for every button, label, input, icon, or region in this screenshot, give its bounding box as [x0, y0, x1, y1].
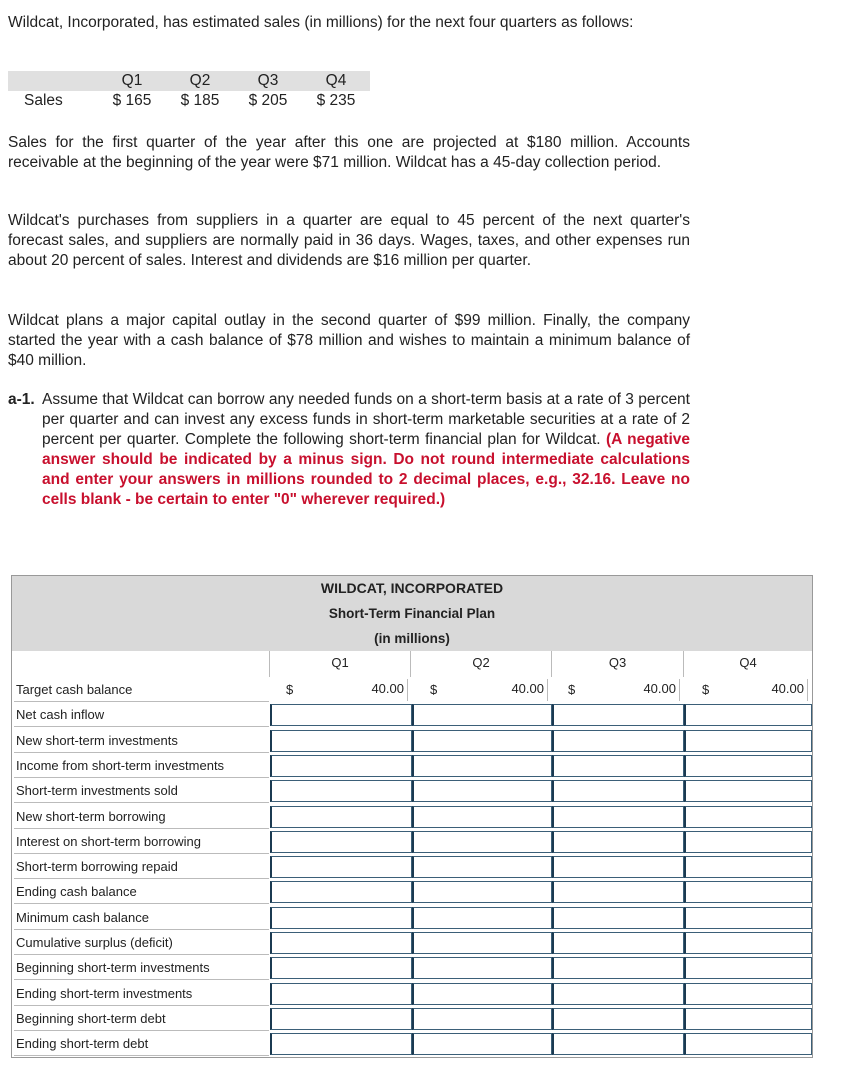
answer-input-q3[interactable] [552, 957, 684, 979]
question-instruction: (A negative answer should be indicated by a minus sign. Do not round intermediate calculations and enter your answers in millions rounded to 2 decimal places, e.g., 32.16. Leave no cells blank - be certain to enter "0" wherever required.) [42, 431, 690, 508]
answer-input-q3[interactable] [552, 907, 684, 929]
question-label: a-1. [8, 391, 35, 408]
answer-input-q4[interactable] [684, 831, 812, 853]
plan-q3-header: Q3 [552, 651, 683, 677]
answer-input-q4[interactable] [684, 806, 812, 828]
answer-input-q2[interactable] [412, 932, 552, 954]
answer-input-q1[interactable] [270, 907, 412, 929]
answer-input-q4[interactable] [684, 881, 812, 903]
financial-plan-table [11, 575, 813, 1058]
answer-input-q2[interactable] [412, 957, 552, 979]
row-label: Beginning short-term investments [14, 956, 269, 980]
sales-q4-header: Q4 [302, 71, 370, 91]
target-cash-value: 40.00 [300, 679, 408, 701]
answer-input-q1[interactable] [270, 856, 412, 878]
row-label: Short-term investments sold [14, 779, 269, 803]
sales-q3-header: Q3 [234, 71, 302, 91]
answer-input-q1[interactable] [270, 1008, 412, 1030]
row-label: Target cash balance [14, 678, 269, 702]
answer-input-q2[interactable] [412, 780, 552, 802]
sales-q3-value: $ 205 [248, 92, 288, 109]
intro-paragraph-3: Wildcat's purchases from suppliers in a quarter are equal to 45 percent of the next quarter's forecast sales, and suppliers are normally paid in 36 days. Wages, taxes, and other expenses run about 20 percent of sales. Interest and dividends are $16 million per quarter. [8, 212, 690, 269]
intro-paragraph-4: Wildcat plans a major capital outlay in the second quarter of $99 million. Finally, the company started the year with a cash balance of $78 million and wishes to maintain a minimum balance of $40 million. [8, 312, 690, 369]
answer-input-q1[interactable] [270, 730, 412, 752]
row-label: Ending short-term investments [14, 982, 269, 1006]
row-label: Cumulative surplus (deficit) [14, 931, 269, 955]
answer-input-q3[interactable] [552, 983, 684, 1005]
answer-input-q2[interactable] [412, 755, 552, 777]
sales-q2-value: $ 185 [180, 92, 220, 109]
row-label: New short-term investments [14, 729, 269, 753]
answer-input-q2[interactable] [412, 1033, 552, 1055]
sales-row-label: Sales [24, 92, 63, 109]
target-cash-value: 40.00 [582, 679, 680, 701]
row-label: Minimum cash balance [14, 906, 269, 930]
answer-input-q2[interactable] [412, 881, 552, 903]
answer-input-q1[interactable] [270, 831, 412, 853]
sales-table [8, 71, 370, 111]
answer-input-q3[interactable] [552, 932, 684, 954]
row-label: Interest on short-term borrowing [14, 830, 269, 854]
answer-input-q3[interactable] [552, 1008, 684, 1030]
target-cash-value: 40.00 [714, 679, 808, 701]
answer-input-q4[interactable] [684, 957, 812, 979]
answer-input-q1[interactable] [270, 806, 412, 828]
plan-q1-header: Q1 [270, 651, 410, 677]
answer-input-q1[interactable] [270, 881, 412, 903]
intro-paragraph-2: Sales for the first quarter of the year after this one are projected at $180 million. Accounts receivable at the beginning of the year were $71 million. Wildcat has a 45-day collection period. [8, 134, 690, 171]
question-text: Assume that Wildcat can borrow any needed funds on a short-term basis at a rate of 3 percent per quarter and can invest any excess funds in short-term marketable securities at a rate of 2 percent per quarter. Complete the following short-term financial plan for Wildcat. [42, 391, 690, 448]
answer-input-q2[interactable] [412, 983, 552, 1005]
answer-input-q2[interactable] [412, 730, 552, 752]
answer-input-q2[interactable] [412, 704, 552, 726]
answer-input-q4[interactable] [684, 907, 812, 929]
answer-input-q3[interactable] [552, 1033, 684, 1055]
answer-input-q4[interactable] [684, 780, 812, 802]
plan-title: WILDCAT, INCORPORATED [12, 576, 812, 602]
answer-input-q4[interactable] [684, 755, 812, 777]
answer-input-q3[interactable] [552, 755, 684, 777]
answer-input-q4[interactable] [684, 1033, 812, 1055]
answer-input-q3[interactable] [552, 831, 684, 853]
sales-q1-value: $ 165 [112, 92, 152, 109]
answer-input-q3[interactable] [552, 856, 684, 878]
sales-q4-value: $ 235 [316, 92, 356, 109]
plan-subtitle: Short-Term Financial Plan [12, 601, 812, 627]
plan-q4-header: Q4 [684, 651, 812, 677]
answer-input-q1[interactable] [270, 932, 412, 954]
answer-input-q1[interactable] [270, 755, 412, 777]
answer-input-q4[interactable] [684, 1008, 812, 1030]
answer-input-q3[interactable] [552, 806, 684, 828]
answer-input-q2[interactable] [412, 806, 552, 828]
plan-units: (in millions) [12, 626, 812, 652]
answer-input-q2[interactable] [412, 831, 552, 853]
target-cash-value: 40.00 [442, 679, 548, 701]
answer-input-q4[interactable] [684, 856, 812, 878]
answer-input-q1[interactable] [270, 704, 412, 726]
answer-input-q1[interactable] [270, 957, 412, 979]
answer-input-q2[interactable] [412, 907, 552, 929]
row-label: Ending cash balance [14, 880, 269, 904]
answer-input-q3[interactable] [552, 730, 684, 752]
answer-input-q1[interactable] [270, 983, 412, 1005]
answer-input-q1[interactable] [270, 780, 412, 802]
currency-symbol: $ [568, 682, 576, 697]
row-label: Short-term borrowing repaid [14, 855, 269, 879]
row-label: Income from short-term investments [14, 754, 269, 778]
answer-input-q1[interactable] [270, 1033, 412, 1055]
sales-q2-header: Q2 [166, 71, 234, 91]
answer-input-q2[interactable] [412, 1008, 552, 1030]
row-label: New short-term borrowing [14, 805, 269, 829]
answer-input-q4[interactable] [684, 932, 812, 954]
answer-input-q4[interactable] [684, 730, 812, 752]
row-label: Net cash inflow [14, 703, 269, 727]
row-label: Beginning short-term debt [14, 1007, 269, 1031]
currency-symbol: $ [702, 682, 710, 697]
intro-paragraph-1: Wildcat, Incorporated, has estimated sales (in millions) for the next four quarters as follows: [8, 14, 634, 31]
answer-input-q4[interactable] [684, 704, 812, 726]
question-body [42, 390, 690, 510]
row-label: Ending short-term debt [14, 1032, 269, 1056]
sales-q1-header: Q1 [98, 71, 166, 91]
answer-input-q3[interactable] [552, 780, 684, 802]
currency-symbol: $ [430, 682, 438, 697]
answer-input-q2[interactable] [412, 856, 552, 878]
plan-q2-header: Q2 [411, 651, 551, 677]
sales-table-corner [8, 71, 98, 91]
answer-input-q3[interactable] [552, 881, 684, 903]
answer-input-q3[interactable] [552, 704, 684, 726]
answer-input-q4[interactable] [684, 983, 812, 1005]
currency-symbol: $ [286, 682, 294, 697]
